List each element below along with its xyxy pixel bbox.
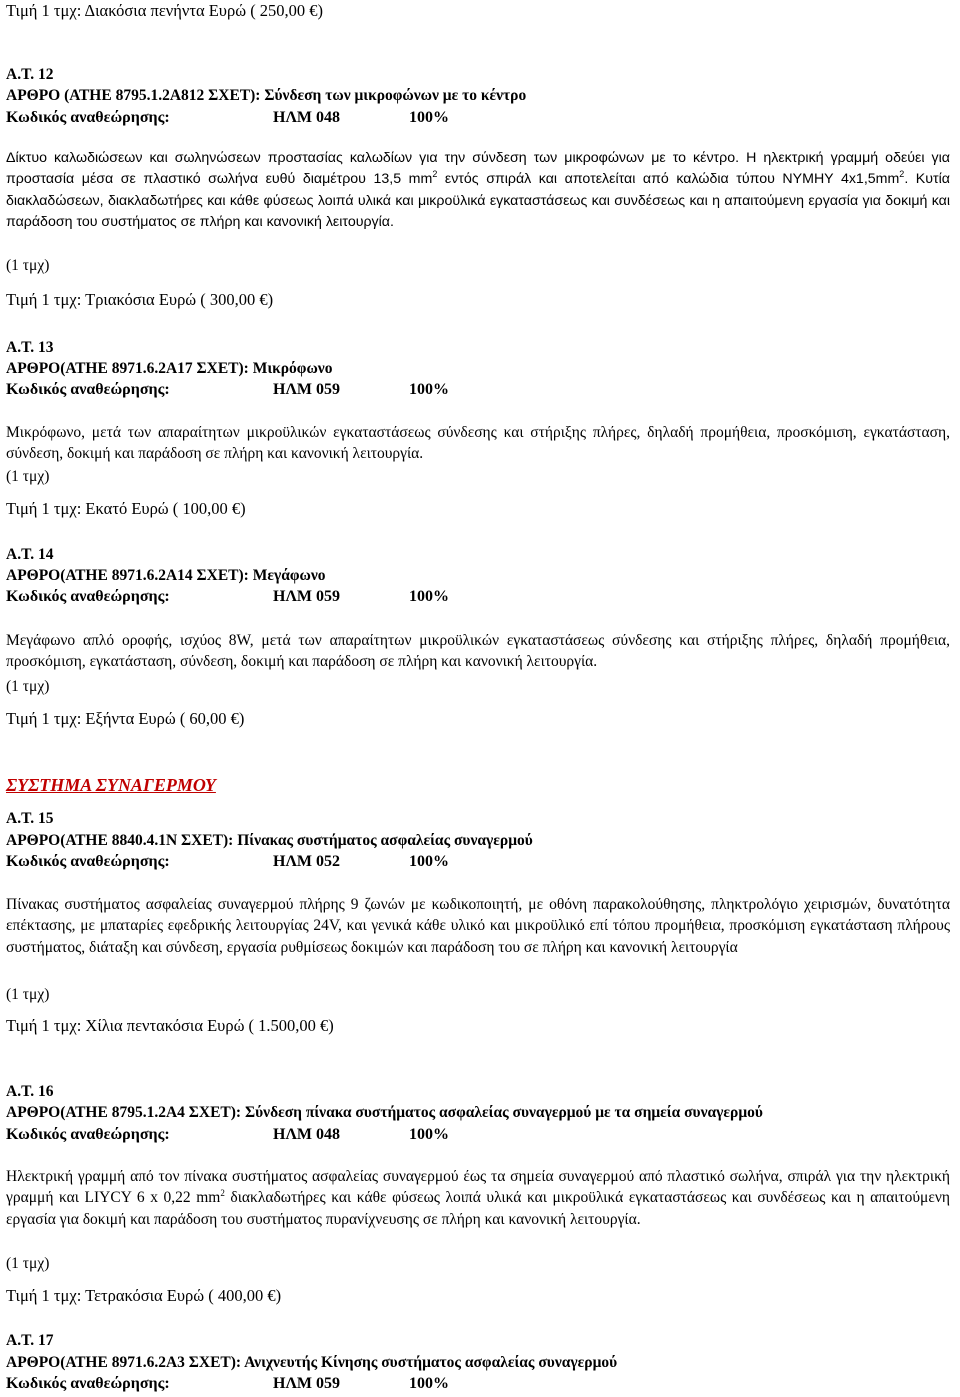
item-description: Μικρόφωνο, μετά των απαραίτητων μικροϋλικών εγκαταστάσεως σύνδεσης και στήριξης πλήρες, δηλαδή προμήθεια, προσκόμιση, εγκατάσταση, σύνδεση, δοκιμή και παράδοση σε πλήρη και κανονική λειτουργία. <box>6 424 950 463</box>
article-title: ΑΡΘΡΟ(ΑΤΗΕ 8840.4.1Ν ΣΧΕΤ): Πίνακας συστήματος ασφαλείας συναγερμού <box>6 832 533 849</box>
section-heading: ΣΥΣΤΗΜΑ ΣΥΝΑΓΕΡΜΟΥ <box>6 775 216 795</box>
unit-label: (1 τμχ) <box>6 1255 50 1272</box>
item-number: Α.Τ. 17 <box>6 1332 54 1349</box>
item-number: Α.Τ. 14 <box>6 546 54 563</box>
article-title: ΑΡΘΡΟ(ΑΤΗΕ 8971.6.2Α3 ΣΧΕΤ): Ανιχνευτής Κίνησης συστήματος ασφαλείας συναγερμού <box>6 1354 618 1371</box>
price-line: Τιμή 1 τμχ: Εξήντα Ευρώ ( 60,00 €) <box>6 709 245 728</box>
price-line: Τιμή 1 τμχ: Εκατό Ευρώ ( 100,00 €) <box>6 499 246 518</box>
item-description <box>6 148 950 234</box>
revision-code: ΗΛΜ 059 <box>273 1375 341 1392</box>
revision-code: ΗΛΜ 048 <box>273 109 341 126</box>
revision-percent: 100% <box>409 381 449 398</box>
price-line: Τιμή 1 τμχ: Χίλια πεντακόσια Ευρώ ( 1.500,00 €) <box>6 1016 334 1035</box>
item-number: Α.Τ. 15 <box>6 810 54 827</box>
revision-code-label: Κωδικός αναθεώρησης: <box>6 109 170 126</box>
revision-percent: 100% <box>409 588 449 605</box>
superscript: 2 <box>899 169 905 180</box>
unit-label: (1 τμχ) <box>6 678 50 695</box>
article-title: ΑΡΘΡΟ(ΑΤΗΕ 8795.1.2Α4 ΣΧΕΤ): Σύνδεση πίνακα συστήματος ασφαλείας συναγερμού με τα σημεία συναγερμού <box>6 1104 763 1121</box>
item-number: Α.Τ. 12 <box>6 66 54 83</box>
description-text: Ηλεκτρική γραμμή από τον πίνακα συστήματος ασφαλείας συναγερμού έως τα σημεία συναγερμού από πλαστικό σωλήνα, σπιράλ για την ηλεκτρική γραμμή και LIYCY 6 x 0,22 mm <box>6 1168 950 1207</box>
revision-percent: 100% <box>409 1375 449 1392</box>
description-text: . Κυτία διακλαδώσεων, διακλαδωτήρες και κάθε φύσεως λοιπά υλικά και μικροϋλικά εγκαταστάσεως και συνδέσεως και η απαιτούμενη εργασία για δοκιμή και παράδοση του συστήματος σε πλήρη και κανονική λειτουργία. <box>6 171 950 231</box>
unit-label: (1 τμχ) <box>6 986 50 1003</box>
item-number: Α.Τ. 13 <box>6 339 54 356</box>
item-description: Πίνακας συστήματος ασφαλείας συναγερμού πλήρης 9 ζωνών με κωδικοποιητή, με οθόνη παρακολούθησης, πληκτρολόγιο χειρισμών, δυνατότητα επέκτασης, με μπαταρίες εφεδρικής λειτουργίας 24V, και γενικά κάθε υλικό και μικροϋλικό επί τόπου προμήθεια, προσκόμιση εγκατάσταση πλήρους συστήματος, διάταξη και σύνδεση, εργασία ρυθμίσεως δοκιμών και παράδοση του σε πλήρη και κανονική λειτουργία <box>6 896 950 956</box>
revision-code: ΗΛΜ 059 <box>273 588 341 605</box>
price-line: Τιμή 1 τμχ: Τετρακόσια Ευρώ ( 400,00 €) <box>6 1286 282 1305</box>
article-title: ΑΡΘΡΟ (ΑΤΗΕ 8795.1.2Α812 ΣΧΕΤ): Σύνδεση των μικροφώνων με το κέντρο <box>6 87 527 104</box>
superscript: 2 <box>432 169 438 180</box>
revision-code: ΗΛΜ 059 <box>273 381 341 398</box>
unit-label: (1 τμχ) <box>6 257 50 274</box>
revision-code: ΗΛΜ 052 <box>273 853 341 870</box>
price-line: Τιμή 1 τμχ: Τριακόσια Ευρώ ( 300,00 €) <box>6 290 274 309</box>
revision-code-label: Κωδικός αναθεώρησης: <box>6 588 170 605</box>
item-description <box>6 1166 950 1230</box>
revision-code: ΗΛΜ 048 <box>273 1126 341 1143</box>
revision-code-label: Κωδικός αναθεώρησης: <box>6 381 170 398</box>
revision-percent: 100% <box>409 853 449 870</box>
revision-code-label: Κωδικός αναθεώρησης: <box>6 1126 170 1143</box>
description-text: εντός σπιράλ και αποτελείται από καλώδια τύπου NYMHY 4x1,5mm <box>437 171 900 188</box>
revision-percent: 100% <box>409 109 449 126</box>
revision-code-label: Κωδικός αναθεώρησης: <box>6 853 170 870</box>
description-text: διακλαδωτήρες και κάθε φύσεως λοιπά υλικά και μικροϋλικά εγκαταστάσεως και συνδέσεως και η απαιτούμενη εργασία για δοκιμή και παράδοση του συστήματος πυρανίχνευσης σε πλήρη και κανονική λειτουργία. <box>6 1189 950 1228</box>
description-text: Δίκτυο καλωδιώσεων και σωληνώσεων προστασίας καλωδίων για την σύνδεση των μικροφώνων με το κέντρο. Η ηλεκτρική γραμμή οδεύει για προστασία μέσα σε πλαστικό σωλήνα ευθύ διαμέτρου 13,5 mm <box>6 150 950 188</box>
unit-label: (1 τμχ) <box>6 468 50 485</box>
article-title: ΑΡΘΡΟ(ΑΤΗΕ 8971.6.2Α14 ΣΧΕΤ): Μεγάφωνο <box>6 567 326 584</box>
superscript: 2 <box>220 1188 225 1199</box>
revision-percent: 100% <box>409 1126 449 1143</box>
price-line: Τιμή 1 τμχ: Διακόσια πενήντα Ευρώ ( 250,00 €) <box>6 1 324 20</box>
revision-code-label: Κωδικός αναθεώρησης: <box>6 1375 170 1392</box>
item-description: Μεγάφωνο απλό οροφής, ισχύος 8W, μετά των απαραίτητων μικροϋλικών εγκαταστάσεως σύνδεσης και στήριξης πλήρες, δηλαδή προμήθεια, προσκόμιση, εγκατάσταση, σύνδεση, δοκιμή και παράδοση σε πλήρη και κανονική λειτουργία. <box>6 632 950 671</box>
article-title: ΑΡΘΡΟ(ΑΤΗΕ 8971.6.2Α17 ΣΧΕΤ): Μικρόφωνο <box>6 360 333 377</box>
item-number: Α.Τ. 16 <box>6 1083 54 1100</box>
